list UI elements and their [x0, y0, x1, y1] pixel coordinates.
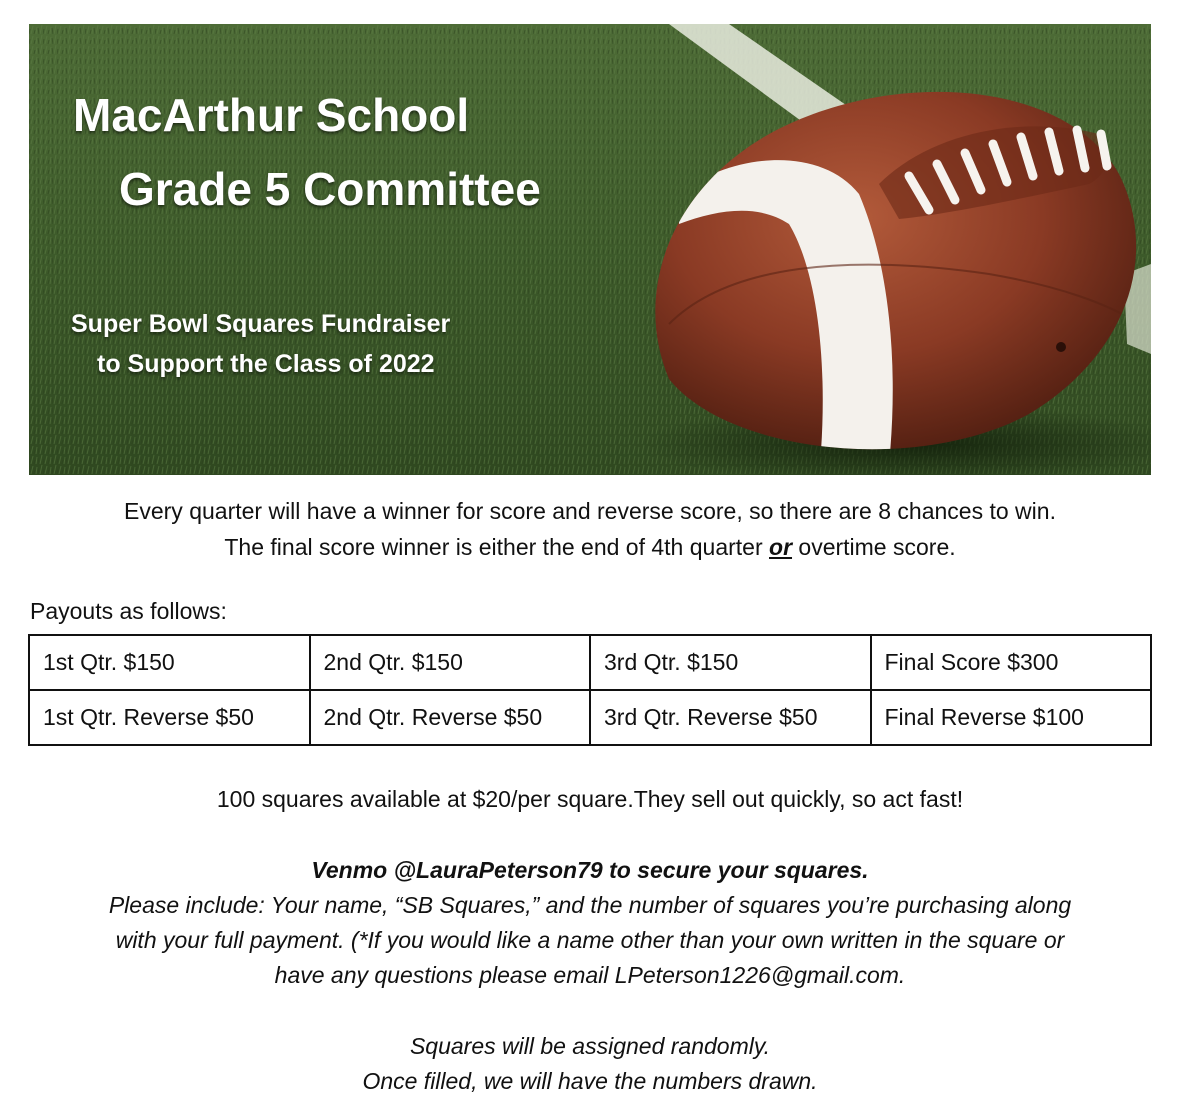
header-banner [29, 24, 1151, 475]
payout-cell-q1: 1st Qtr. $150 [29, 635, 310, 690]
payout-cell-final: Final Score $300 [871, 635, 1152, 690]
instructions-line-1: Please include: Your name, “SB Squares,” and the number of squares you’re purchasing along [108, 892, 1072, 918]
instructions-line-3: have any questions please email LPeterson1226@gmail.com. [274, 962, 906, 988]
table-row [29, 635, 1151, 690]
payout-cell-final-reverse: Final Reverse $100 [871, 690, 1152, 745]
table-row [29, 690, 1151, 745]
payout-cell-q1-reverse: 1st Qtr. Reverse $50 [29, 690, 310, 745]
committee-title: Grade 5 Committee [119, 163, 541, 215]
fundraiser-subtitle: Super Bowl Squares Fundraiser [71, 310, 451, 338]
intro-line-2-start: The final score winner is either the end of 4th quarter [224, 534, 770, 560]
closing-line-1: Squares will be assigned randomly. [409, 1033, 771, 1059]
school-title: MacArthur School [73, 89, 470, 141]
intro-emphasis-or: or [769, 534, 793, 560]
payout-cell-q2: 2nd Qtr. $150 [310, 635, 591, 690]
payment-instructions [0, 853, 1180, 993]
payout-cell-q3-reverse: 3rd Qtr. Reverse $50 [590, 690, 871, 745]
payouts-label: Payouts as follows: [30, 598, 227, 624]
venmo-line: Venmo @LauraPeterson79 to secure your squares. [311, 857, 869, 883]
intro-line-1: Every quarter will have a winner for score and reverse score, so there are 8 chances to win. [124, 498, 1056, 524]
intro-line-2 [0, 529, 1180, 565]
payout-cell-q2-reverse: 2nd Qtr. Reverse $50 [310, 690, 591, 745]
instructions-line-2: with your full payment. (*If you would like a name other than your own written in the square or [115, 927, 1065, 953]
squares-availability: 100 squares available at $20/per square.They sell out quickly, so act fast! [216, 786, 964, 812]
closing-line-2: Once filled, we will have the numbers drawn. [362, 1068, 818, 1094]
payout-table [28, 634, 1152, 746]
closing-notes [0, 1029, 1180, 1099]
class-subtitle: to Support the Class of 2022 [97, 350, 435, 378]
intro-line-2-end: overtime score. [792, 534, 956, 560]
payout-cell-q3: 3rd Qtr. $150 [590, 635, 871, 690]
